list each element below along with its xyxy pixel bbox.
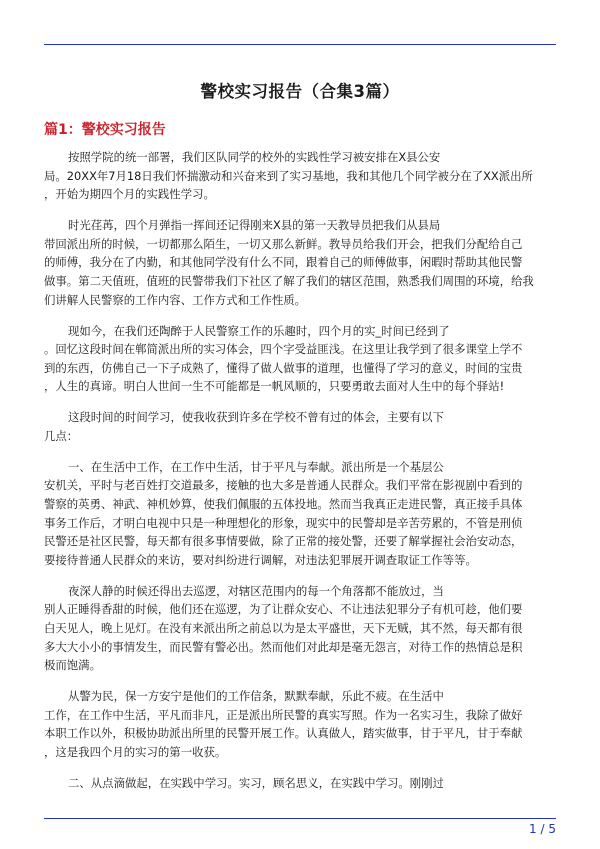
- page-number: 1 / 5: [529, 822, 556, 836]
- paragraph-line: 几点：: [44, 428, 79, 443]
- header-rule: [44, 44, 556, 45]
- paragraph-line: 事务工作后，才明白电视中只是一种理想化的形象，现实中的民警却是辛苦劳累的，不管是刑侦: [44, 515, 523, 530]
- paragraph-line: 白天见人，晚上见灯。在没有来派出所之前总以为是太平盛世，天下无贼，其不然，每天都有很: [44, 621, 523, 636]
- paragraph-line: 夜深人静的时候还得出去巡逻，对辖区范围内的每一个角落都不能放过，当: [68, 583, 444, 598]
- paragraph-line: 工作，在工作中生活，平凡而非凡，正是派出所民警的真实写照。作为一名实习生，我除了做好: [44, 707, 523, 722]
- paragraph-2: [44, 216, 556, 309]
- paragraph-line: 这段时间的时间学习，使我收获到许多在学校不曾有过的体会，主要有以下: [68, 410, 444, 425]
- paragraph-line: 要接待普通人民群众的来访，要对纠纷进行调解，对违法犯罪展开调查取证工作等等。: [44, 552, 477, 567]
- document-title: 警校实习报告（合集3篇）: [200, 82, 400, 101]
- paragraph-line: 别人正睡得香甜的时候，他们还在巡逻，为了让群众安心、不让违法犯罪分子有机可趁，他们要: [44, 602, 523, 617]
- paragraph-line: 警察的英勇、神武、神机妙算，使我们佩服的五体投地。然而当我真正走进民警，真正接手具体: [44, 497, 523, 512]
- footer-rule: [44, 818, 556, 819]
- paragraph-line: 的师傅，我分在了内勤，和其他同学没有什么不同，跟着自己的师傅做事，闲暇时帮助其他民警: [44, 255, 523, 270]
- paragraph-line: 二、从点滴做起，在实践中学习。实习，顾名思义，在实践中学习。刚刚过: [68, 775, 444, 790]
- paragraph-line: 现如今，在我们还陶醉于人民警察工作的乐趣时，四个月的实_时间已经到了: [68, 323, 450, 338]
- paragraph-line: 带回派出所的时候，一切都那么陌生，一切又那么新鲜。教导员给我们开会，把我们分配给自己: [44, 236, 523, 251]
- paragraph-1: [44, 148, 556, 204]
- paragraph-line: 做事。第二天值班，值班的民警带我们下社区了解了我们的辖区范围，熟悉我们周围的环境，给我: [44, 273, 534, 288]
- paragraph-3: [44, 322, 556, 396]
- paragraph-line: 安机关，平时与老百姓打交道最多，接触的也大多是普通人民群众。我们平常在影视剧中看到的: [44, 478, 523, 493]
- paragraph-line: 多大大小小的事情发生，而民警有警必出。然而他们对此却是毫无怨言，对待工作的热情总是积: [44, 639, 523, 654]
- paragraph-line: 时光荏苒，四个月弹指一挥间还记得刚来X县的第一天教导员把我们从县局: [68, 218, 441, 233]
- paragraph-8: [44, 774, 556, 793]
- paragraph-line: 从警为民，保一方安宁是他们的工作信条，默默奉献，乐此不疲。在生活中: [68, 689, 444, 704]
- section-title: 篇1：警校实习报告: [44, 122, 166, 138]
- paragraph-line: 一、在生活中工作，在工作中生活，甘于平凡与奉献。派出所是一个基层公: [68, 459, 444, 474]
- paragraph-line: 按照学院的统一部署，我们区队同学的校外的实践性学习被安排在X县公安: [68, 150, 441, 164]
- paragraph-line: 极而饱满。: [44, 658, 101, 673]
- paragraph-7: [44, 687, 556, 761]
- paragraph-line: 民警还是社区民警，每天都有很多事情要做，除了正常的接处警，还要了解掌握社会治安动态，: [44, 534, 523, 549]
- paragraph-line: 到的东西，仿佛自己一下子成熟了，懂得了做人做事的道理，也懂得了学习的意义，时间的宝贵: [44, 360, 523, 375]
- paragraph-line: 。回忆这段时间在郸简派出所的实习体会，四个字受益匪浅。在这里让我学到了很多课堂上学不: [44, 342, 523, 357]
- document-body: [44, 148, 556, 805]
- paragraph-line: ，人生的真谛。明白人世间一生不可能都是一帆风顺的，只要勇敢去面对人生中的每个驿站!: [44, 379, 505, 394]
- paragraph-4: [44, 408, 556, 445]
- paragraph-line: 局。20XX年7月18日我们怀揣激动和兴奋来到了实习基地，我和其他几个同学被分在了XX派出所: [44, 168, 533, 183]
- paragraph-line: ，这是我四个月的实习的第一收获。: [44, 744, 227, 759]
- paragraph-line: 们讲解人民警察的工作内容、工作方式和工作性质。: [44, 292, 306, 307]
- paragraph-6: [44, 582, 556, 675]
- paragraph-line: ，开始为期四个月的实践性学习。: [44, 187, 215, 202]
- paragraph-line: 本职工作以外，积极协助派出所里的民警开展工作。认真做人，踏实做事，甘于平凡，甘于奉献: [44, 726, 523, 741]
- paragraph-5: [44, 458, 556, 570]
